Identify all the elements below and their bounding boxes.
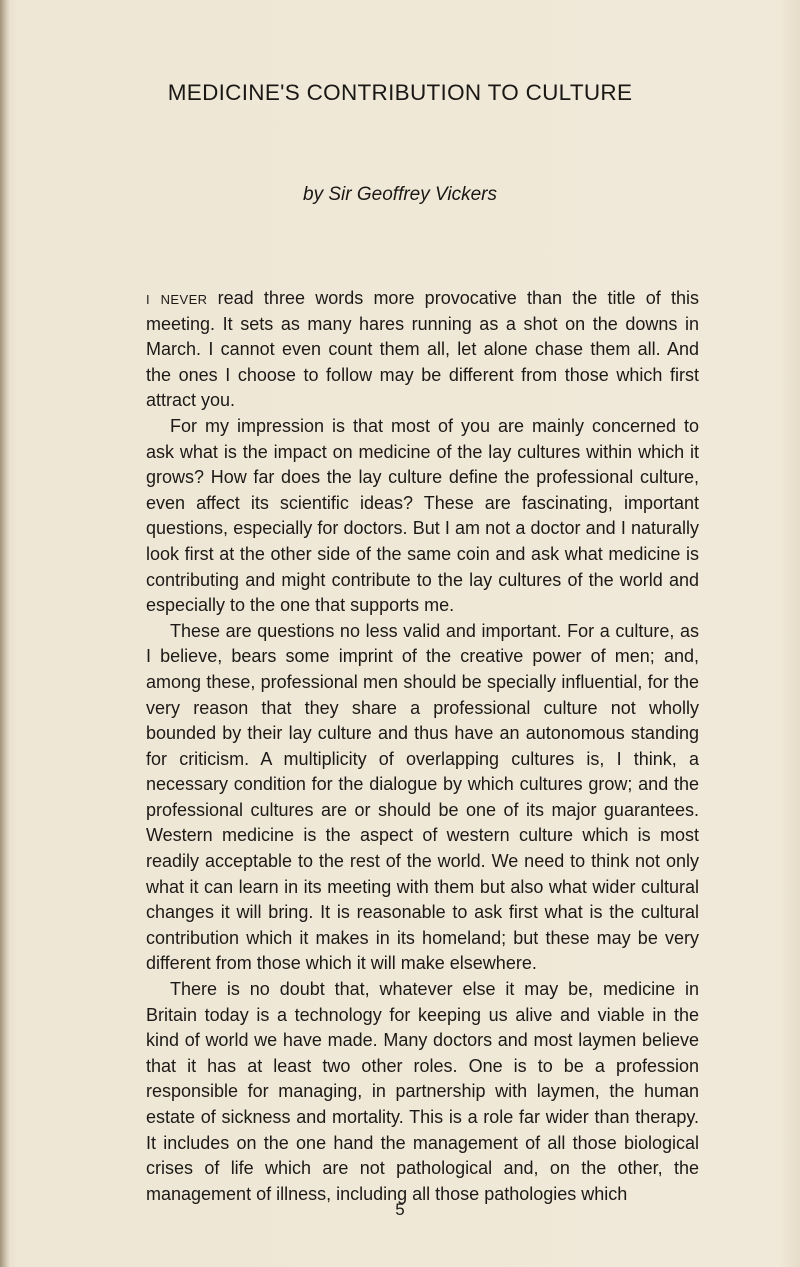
article-byline: by Sir Geoffrey Vickers xyxy=(303,184,497,205)
paragraph-2: For my impression is that most of you are mainly concerned to ask what is the impact on medicine of the lay cultures within which it grows? How far does the lay culture define the professional culture, even affect its scientific ideas? These are fascinating, important questions, especially for doctors. But I am not a doctor and I naturally look first at the other side of the same coin and ask what medicine is contributing and might contribute to the lay cultures of the world and especially to the one that supports me. xyxy=(146,415,699,616)
paragraph-1-text: read three words more provocative than the title of this meeting. It sets as many hares running as a shot on the downs in March. I cannot even count them all, let alone chase them all. And the ones I choose to follow may be different from those which first attract you. xyxy=(146,288,699,411)
paragraph-3: These are questions no less valid and important. For a culture, as I believe, bears some imprint of the creative power of men; and, among these, professional men should be specially influential, for the very reason that they share a professional culture not wholly bounded by their lay culture and thus have an autonomous standing for criticism. A multiplicity of overlapping cultures is, I think, a necessary condition for the dialogue by which cultures grow; and the professional cultures are or should be one of its major guarantees. Western medicine is the aspect of western culture which is most readily acceptable to the rest of the world. We need to think not only what it can learn in its meeting with them but also what wider cultural changes it will bring. It is reasonable to ask first what is the cultural contribution which it makes in its homeland; but these may be very different from those which it will make elsewhere. xyxy=(146,620,699,974)
opening-word: i never xyxy=(146,288,208,308)
article-title: MEDICINE'S CONTRIBUTION TO CULTURE xyxy=(167,80,633,105)
paragraph-4: There is no doubt that, whatever else it may be, medicine in Britain today is a technology for keeping us alive and viable in the kind of world we have made. Many doctors and most laymen believe that it has at least two other roles. One is to be a profession responsible for managing, in partnership with laymen, the human estate of sickness and mortality. This is a role far wider than therapy. It includes on the one hand the management of all those biological crises of life which are not pathological and, on the other, the management of illness, including all those pathologies which xyxy=(146,979,699,1204)
page-number: 5 xyxy=(395,1200,405,1219)
paragraph-1 xyxy=(146,286,699,414)
article-body xyxy=(146,286,699,1207)
